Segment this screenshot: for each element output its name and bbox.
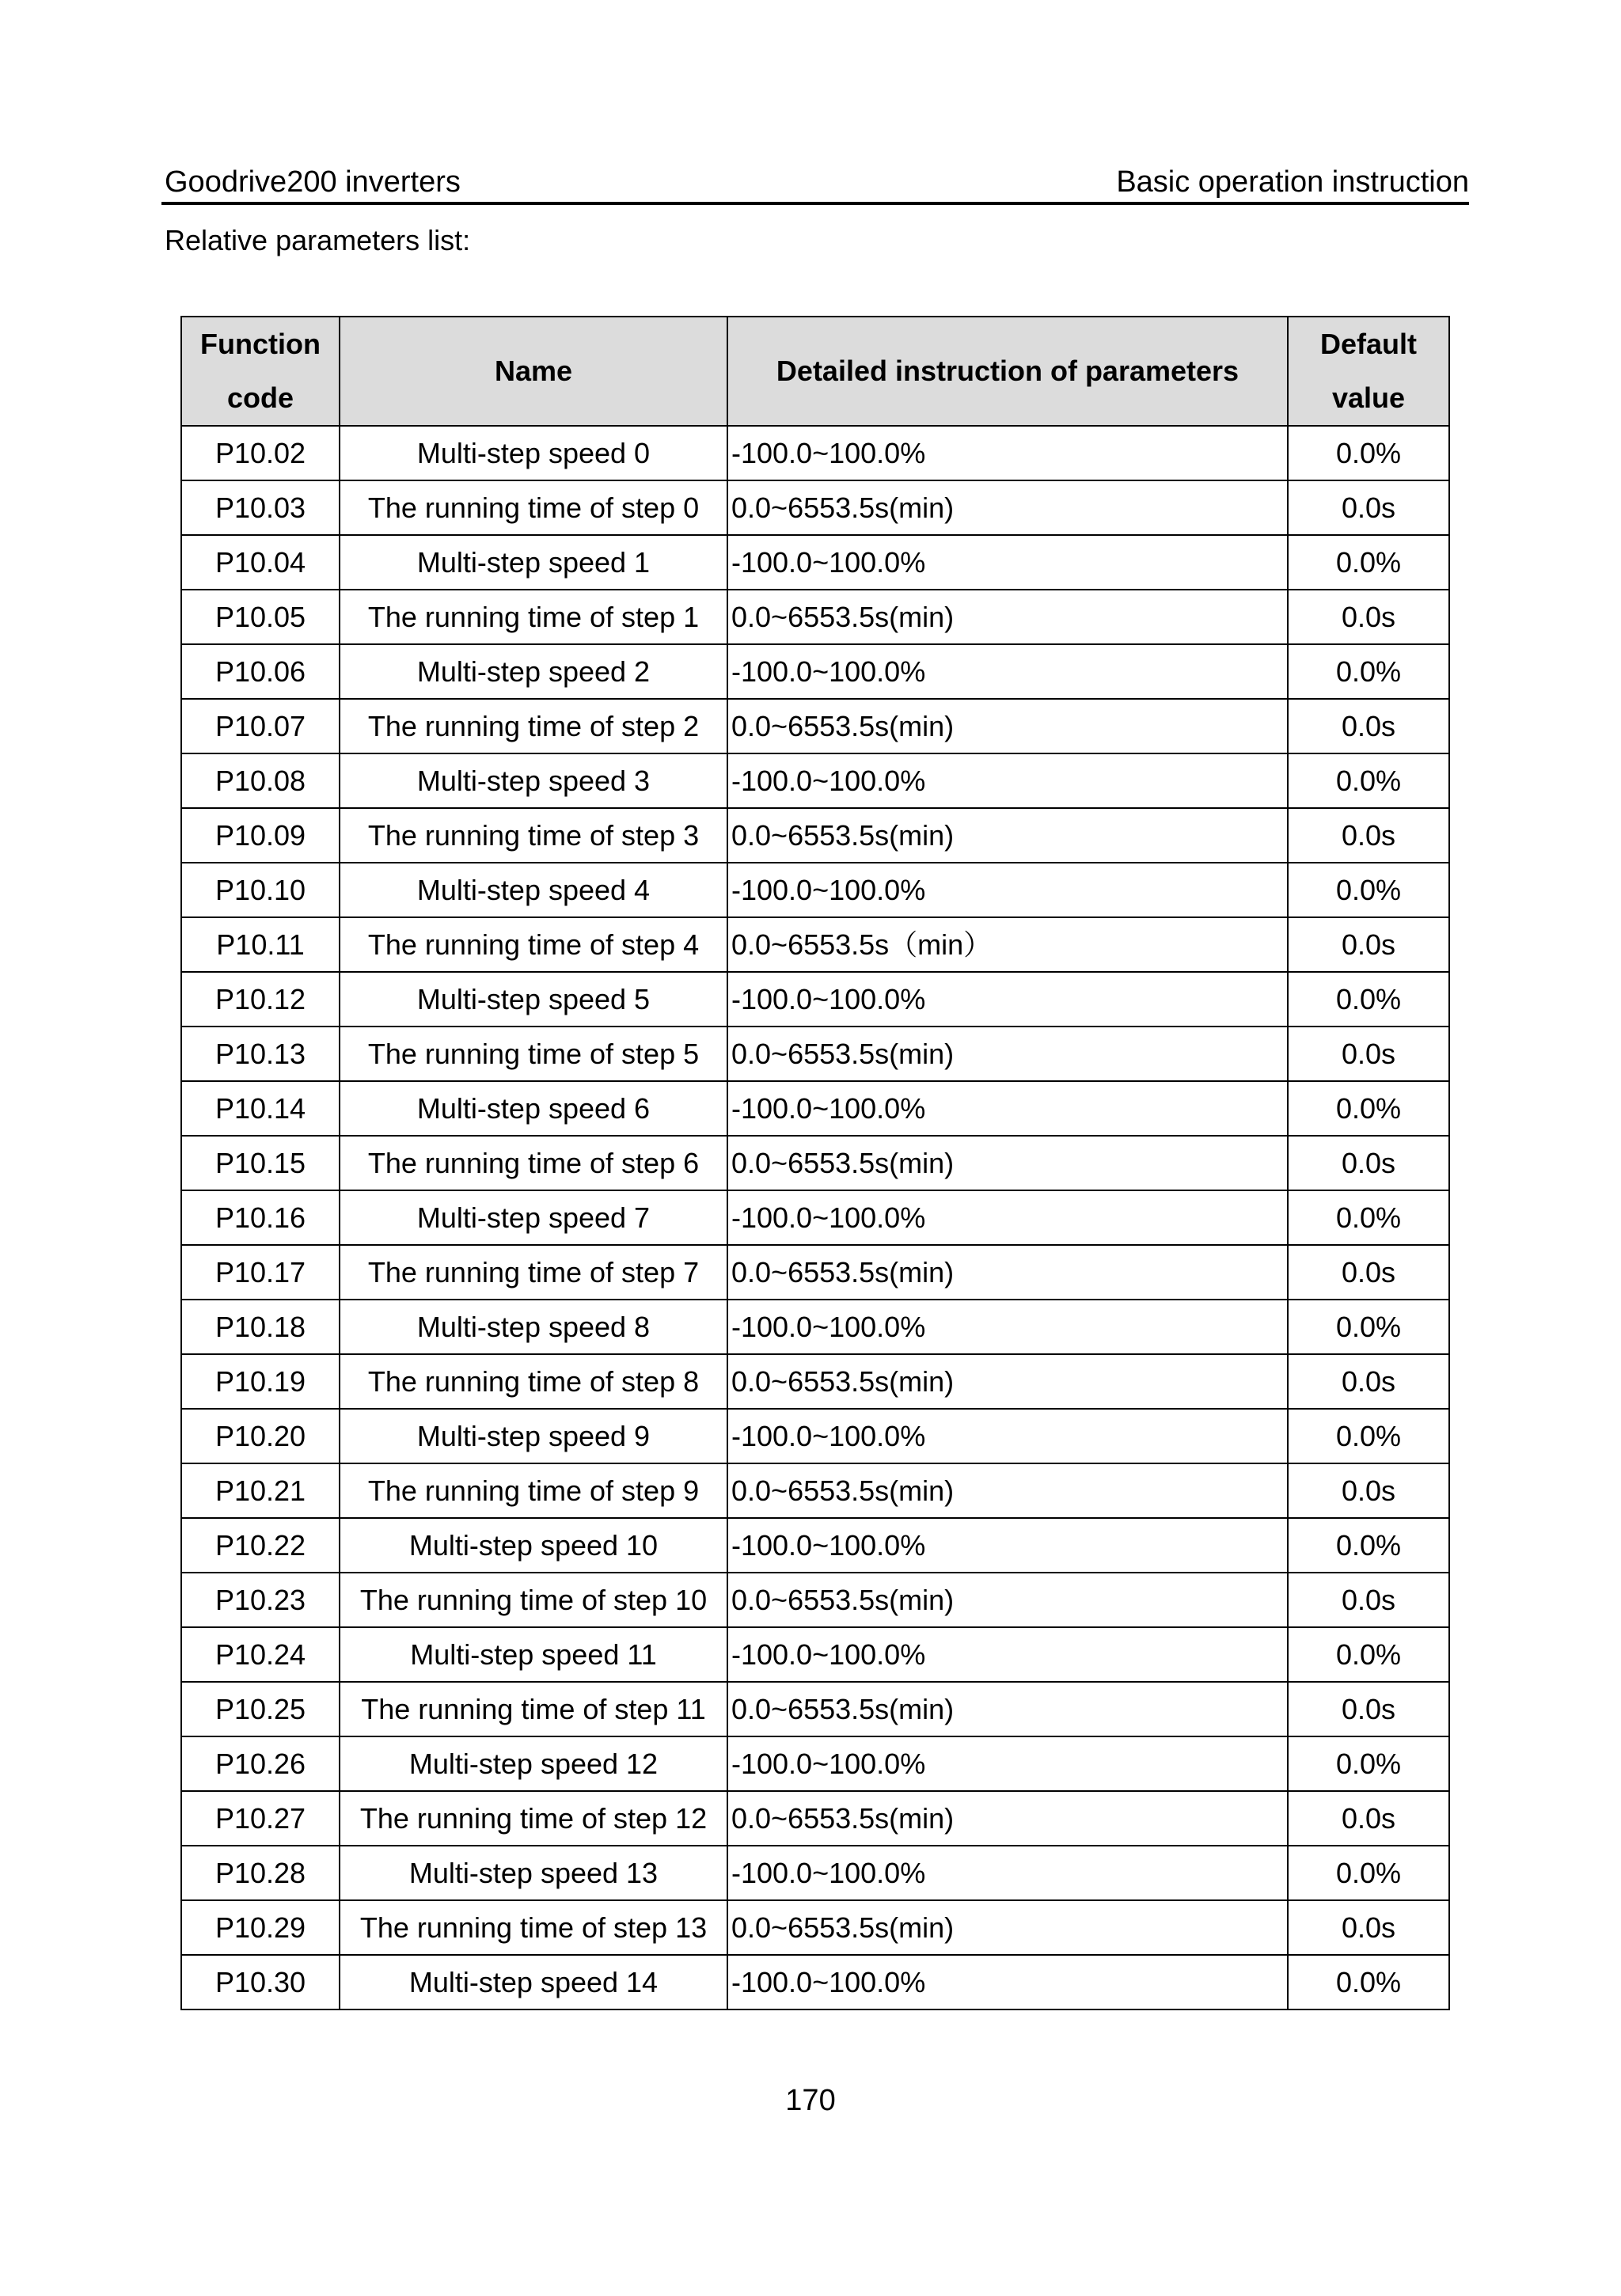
cell-name: Multi-step speed 7 [340,1190,727,1245]
table-row [181,1955,1449,2009]
cell-detail: -100.0~100.0% [727,1081,1288,1136]
cell-detail: -100.0~100.0% [727,1627,1288,1682]
cell-name: Multi-step speed 10 [340,1518,727,1573]
cell-default-value: 0.0s [1288,917,1449,972]
cell-detail: -100.0~100.0% [727,972,1288,1027]
cell-default-value: 0.0s [1288,1900,1449,1955]
cell-name: Multi-step speed 4 [340,863,727,917]
table-row [181,917,1449,972]
cell-function-code: P10.05 [181,590,340,644]
table-row [181,1027,1449,1081]
cell-detail: 0.0~6553.5s(min) [727,1027,1288,1081]
cell-function-code: P10.08 [181,753,340,808]
cell-detail: -100.0~100.0% [727,863,1288,917]
table-row [181,1846,1449,1900]
column-header-function-code-line1: Function [200,328,321,360]
cell-detail: 0.0~6553.5s(min) [727,1354,1288,1409]
cell-name: The running time of step 6 [340,1136,727,1190]
table-header [181,317,1449,426]
cell-name: Multi-step speed 0 [340,426,727,480]
cell-detail: 0.0~6553.5s(min) [727,699,1288,753]
column-header-function-code [181,317,340,426]
table-row [181,753,1449,808]
header-divider [161,202,1469,205]
cell-name: Multi-step speed 9 [340,1409,727,1463]
cell-detail: -100.0~100.0% [727,1190,1288,1245]
table-row [181,480,1449,535]
cell-function-code: P10.17 [181,1245,340,1300]
cell-detail: 0.0~6553.5s(min) [727,808,1288,863]
cell-function-code: P10.20 [181,1409,340,1463]
cell-function-code: P10.28 [181,1846,340,1900]
cell-detail: 0.0~6553.5s(min) [727,1900,1288,1955]
cell-default-value: 0.0s [1288,699,1449,753]
cell-default-value: 0.0% [1288,1081,1449,1136]
cell-name: Multi-step speed 3 [340,753,727,808]
cell-name: The running time of step 8 [340,1354,727,1409]
cell-function-code: P10.30 [181,1955,340,2009]
cell-name: The running time of step 0 [340,480,727,535]
cell-detail: 0.0~6553.5s(min) [727,1136,1288,1190]
cell-function-code: P10.26 [181,1736,340,1791]
cell-default-value: 0.0s [1288,808,1449,863]
cell-name: The running time of step 2 [340,699,727,753]
cell-function-code: P10.10 [181,863,340,917]
cell-name: The running time of step 7 [340,1245,727,1300]
column-header-default-line1: Default [1319,328,1417,360]
table-row [181,426,1449,480]
table-row [181,1300,1449,1354]
table-row [181,1682,1449,1736]
table-row [181,1900,1449,1955]
cell-name: Multi-step speed 12 [340,1736,727,1791]
cell-function-code: P10.04 [181,535,340,590]
cell-function-code: P10.22 [181,1518,340,1573]
table-row [181,1245,1449,1300]
cell-function-code: P10.24 [181,1627,340,1682]
column-header-name: Name [340,317,727,426]
cell-function-code: P10.29 [181,1900,340,1955]
cell-function-code: P10.23 [181,1573,340,1627]
cell-function-code: P10.13 [181,1027,340,1081]
cell-detail: 0.0~6553.5s(min) [727,1791,1288,1846]
cell-default-value: 0.0s [1288,590,1449,644]
cell-name: Multi-step speed 14 [340,1955,727,2009]
cell-detail: -100.0~100.0% [727,1736,1288,1791]
cell-name: The running time of step 10 [340,1573,727,1627]
cell-default-value: 0.0% [1288,1300,1449,1354]
cell-name: The running time of step 12 [340,1791,727,1846]
table-row [181,1409,1449,1463]
cell-detail: -100.0~100.0% [727,1846,1288,1900]
cell-default-value: 0.0% [1288,426,1449,480]
header-document-title: Goodrive200 inverters [165,165,461,199]
cell-default-value: 0.0% [1288,753,1449,808]
table-row [181,699,1449,753]
cell-name: Multi-step speed 11 [340,1627,727,1682]
cell-name: Multi-step speed 8 [340,1300,727,1354]
page-number: 170 [785,2084,836,2117]
cell-default-value: 0.0s [1288,1245,1449,1300]
cell-default-value: 0.0% [1288,644,1449,699]
column-header-function-code-line2: code [226,381,294,414]
column-header-default-value [1288,317,1449,426]
cell-default-value: 0.0s [1288,1573,1449,1627]
cell-default-value: 0.0% [1288,1409,1449,1463]
cell-detail: 0.0~6553.5s(min) [727,1682,1288,1736]
cell-name: The running time of step 13 [340,1900,727,1955]
cell-detail: 0.0~6553.5s(min) [727,1463,1288,1518]
cell-default-value: 0.0% [1288,1736,1449,1791]
cell-function-code: P10.19 [181,1354,340,1409]
cell-function-code: P10.25 [181,1682,340,1736]
column-header-detail: Detailed instruction of parameters [727,317,1288,426]
table-row [181,1518,1449,1573]
table-row [181,1463,1449,1518]
cell-detail: 0.0~6553.5s(min) [727,480,1288,535]
table-row [181,1736,1449,1791]
table-row [181,1791,1449,1846]
cell-default-value: 0.0s [1288,1463,1449,1518]
header-row [181,317,1449,426]
cell-detail: -100.0~100.0% [727,1300,1288,1354]
cell-function-code: P10.14 [181,1081,340,1136]
cell-name: Multi-step speed 5 [340,972,727,1027]
cell-default-value: 0.0s [1288,1791,1449,1846]
cell-function-code: P10.07 [181,699,340,753]
cell-name: The running time of step 1 [340,590,727,644]
cell-default-value: 0.0s [1288,480,1449,535]
cell-function-code: P10.06 [181,644,340,699]
intro-text: Relative parameters list: [165,224,471,256]
cell-default-value: 0.0% [1288,1190,1449,1245]
cell-default-value: 0.0s [1288,1682,1449,1736]
cell-name: The running time of step 5 [340,1027,727,1081]
cell-name: Multi-step speed 1 [340,535,727,590]
cell-function-code: P10.11 [181,917,340,972]
cell-name: Multi-step speed 13 [340,1846,727,1900]
table-row [181,590,1449,644]
cell-detail: 0.0~6553.5s（min） [727,917,1288,972]
cell-default-value: 0.0% [1288,535,1449,590]
cell-default-value: 0.0s [1288,1027,1449,1081]
cell-name: The running time of step 11 [340,1682,727,1736]
table-row [181,644,1449,699]
cell-default-value: 0.0% [1288,1518,1449,1573]
table-row [181,863,1449,917]
cell-function-code: P10.03 [181,480,340,535]
cell-default-value: 0.0% [1288,1627,1449,1682]
cell-detail: -100.0~100.0% [727,1518,1288,1573]
cell-name: The running time of step 9 [340,1463,727,1518]
table-row [181,1573,1449,1627]
cell-function-code: P10.09 [181,808,340,863]
cell-detail: -100.0~100.0% [727,1409,1288,1463]
cell-default-value: 0.0s [1288,1354,1449,1409]
table-row [181,1190,1449,1245]
table-row [181,808,1449,863]
cell-default-value: 0.0s [1288,1136,1449,1190]
cell-function-code: P10.15 [181,1136,340,1190]
cell-name: Multi-step speed 2 [340,644,727,699]
cell-detail: 0.0~6553.5s(min) [727,1573,1288,1627]
column-header-default-line2: value [1331,381,1406,414]
cell-detail: 0.0~6553.5s(min) [727,1245,1288,1300]
header-section-title: Basic operation instruction [1116,165,1469,199]
cell-default-value: 0.0% [1288,1955,1449,2009]
table-row [181,972,1449,1027]
cell-default-value: 0.0% [1288,863,1449,917]
cell-function-code: P10.18 [181,1300,340,1354]
cell-detail: -100.0~100.0% [727,535,1288,590]
table-row [181,1627,1449,1682]
cell-default-value: 0.0% [1288,972,1449,1027]
cell-detail: -100.0~100.0% [727,753,1288,808]
cell-name: The running time of step 3 [340,808,727,863]
cell-name: Multi-step speed 6 [340,1081,727,1136]
table-row [181,1354,1449,1409]
cell-function-code: P10.12 [181,972,340,1027]
cell-detail: -100.0~100.0% [727,644,1288,699]
cell-detail: -100.0~100.0% [727,1955,1288,2009]
cell-function-code: P10.02 [181,426,340,480]
cell-name: The running time of step 4 [340,917,727,972]
table-row [181,535,1449,590]
parameters-table [180,316,1450,2010]
cell-function-code: P10.21 [181,1463,340,1518]
cell-default-value: 0.0% [1288,1846,1449,1900]
cell-detail: 0.0~6553.5s(min) [727,590,1288,644]
table-row [181,1081,1449,1136]
cell-function-code: P10.27 [181,1791,340,1846]
cell-function-code: P10.16 [181,1190,340,1245]
table-body [181,426,1449,2009]
table-row [181,1136,1449,1190]
cell-detail: -100.0~100.0% [727,426,1288,480]
